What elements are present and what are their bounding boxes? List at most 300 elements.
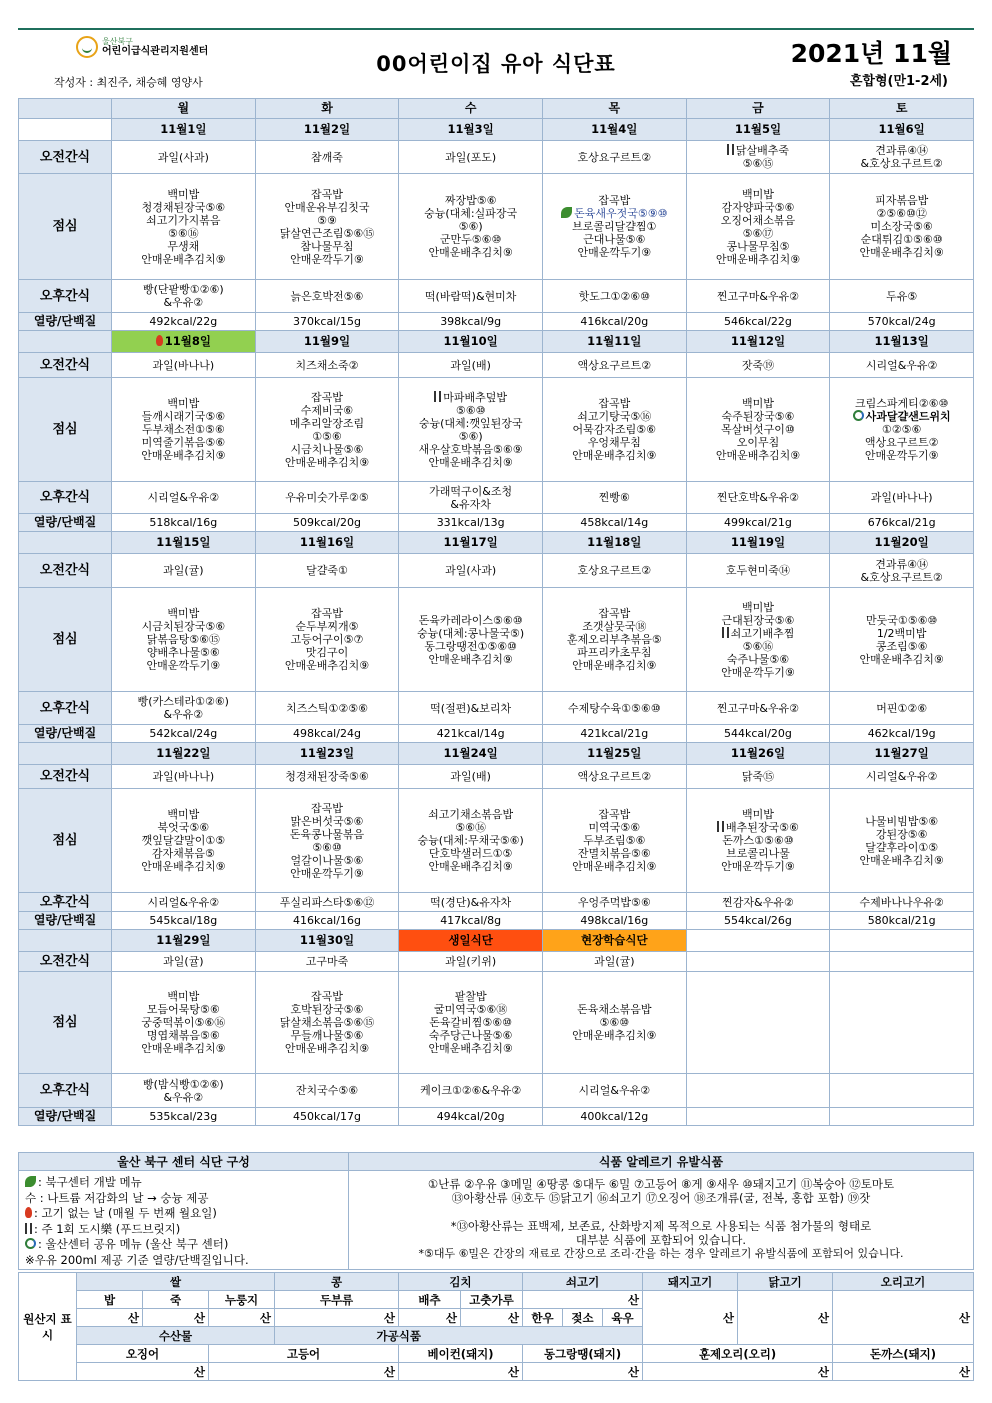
lunch-cell <box>112 378 256 482</box>
menu-item: 어묵감자조림⑤⑥ <box>572 423 657 436</box>
menu-item: 오이무침 <box>736 436 780 449</box>
menu-item: 찐단호박&우유② <box>716 491 800 504</box>
pm-cell <box>686 482 830 514</box>
date-cell <box>830 743 974 765</box>
origin-rice-value: 산 <box>77 1309 143 1327</box>
week-date-row <box>19 331 974 353</box>
date-cell <box>255 743 399 765</box>
lunch-cell <box>399 588 543 692</box>
day-tue: 화 <box>255 99 399 119</box>
origin-sub-chili: 고춧가루 <box>461 1291 523 1309</box>
menu-item: 돈육새우젓국⑤⑨⑩ <box>544 207 685 220</box>
am-cell <box>255 765 399 789</box>
menu-item: 참나물무침 <box>300 239 354 253</box>
menu-item: 쇠고기탕국⑤⑯ <box>577 410 652 423</box>
date-cell <box>830 119 974 141</box>
menu-item: 숭늉(대체:무채국⑤⑥) <box>417 834 524 847</box>
kcal-cell: 544kcal/20g <box>686 725 830 743</box>
row-kcal <box>19 514 974 532</box>
row-label-am: 오전간식 <box>19 353 112 378</box>
menu-item: 안매운깍두기⑨ <box>721 665 795 679</box>
menu-item: 고구마죽 <box>305 955 349 968</box>
lunch-cell <box>830 174 974 280</box>
pm-cell <box>830 692 974 725</box>
allergy-note-2: 대부분 식품에 포함되어 있습니다. <box>575 1233 747 1247</box>
menu-item: 과일(사과) <box>445 564 497 577</box>
menu-item: 잡곡밥 <box>598 194 631 207</box>
menu-item: 잡곡밥 <box>311 607 343 620</box>
menu-item: 미소장국⑤⑥ <box>870 220 933 233</box>
date-label: 11월18일 <box>587 535 642 549</box>
kcal-cell: 498kcal/16g <box>542 912 686 930</box>
origin-smoked-duck-value: 산 <box>643 1363 833 1381</box>
origin-item-bacon: 베이컨(돼지) <box>399 1345 523 1363</box>
am-cell <box>399 554 543 588</box>
origin-item-donkkaseu: 돈까스(돼지) <box>833 1345 974 1363</box>
menu-item: 과일(사과) <box>157 150 209 164</box>
date-label: 11월6일 <box>878 122 925 136</box>
header <box>18 32 974 96</box>
menu-item: 과일(바나나) <box>152 358 215 372</box>
menu-item: 새우살호박볶음⑤⑥⑨ <box>418 442 523 456</box>
lunch-cell <box>112 174 256 280</box>
date-label: 11월30일 <box>299 933 355 947</box>
date-label: 11월26일 <box>730 746 786 760</box>
lunch-cell <box>255 972 399 1074</box>
am-cell <box>112 353 256 378</box>
am-cell <box>112 554 256 588</box>
date-cell <box>542 119 686 141</box>
menu-item: 1/2백미밥 <box>876 626 927 640</box>
row-am <box>19 353 974 378</box>
menu-item: 조갯살뭇국⑱ <box>582 620 647 633</box>
menu-item: 돈육갈비찜⑤⑥⑩ <box>429 1016 512 1029</box>
pm-cell <box>399 893 543 912</box>
menu-item: 깻잎달걀말이①⑤ <box>141 834 226 847</box>
menu-item: 잡곡밥 <box>311 990 343 1003</box>
menu-item: 안매운깍두기⑨ <box>864 449 939 462</box>
menu-item: 마파배추덮밥 <box>400 391 541 404</box>
menu-item: 안매운배추김치⑨ <box>572 860 657 873</box>
pm-cell <box>542 692 686 725</box>
row-pm <box>19 692 974 725</box>
origin-group-pork: 돼지고기 <box>643 1273 738 1291</box>
menu-table <box>18 98 974 1126</box>
kcal-cell: 545kcal/18g <box>112 912 256 930</box>
menu-item: 호상요구르트② <box>577 150 652 164</box>
kcal-cell: 398kcal/9g <box>399 313 543 331</box>
menu-item: 잡곡밥 <box>311 187 343 201</box>
legend-box <box>18 1152 974 1270</box>
origin-sub-tofu: 두부류 <box>275 1291 399 1309</box>
fork-icon <box>434 391 441 402</box>
lunch-cell <box>255 174 399 280</box>
date-cell <box>542 331 686 353</box>
menu-item: 숙주나물⑤⑥ <box>726 652 790 666</box>
fork-icon <box>727 144 734 155</box>
row-pm <box>19 482 974 514</box>
menu-item: 메추리알장조림 <box>289 416 365 430</box>
date-cell <box>255 930 399 952</box>
lunch-cell <box>686 588 830 692</box>
origin-sub-yukwoo: 육우 <box>603 1309 643 1327</box>
date-label: 11월22일 <box>156 746 211 760</box>
row-pm <box>19 280 974 313</box>
menu-item: 쇠고기가지볶음 <box>146 213 221 227</box>
am-cell <box>399 765 543 789</box>
date-row-corner <box>19 743 112 765</box>
kcal-cell: 416kcal/16g <box>255 912 399 930</box>
menu-item: 안매운깍두기⑨ <box>721 860 795 873</box>
menu-item: 과일(배) <box>450 358 491 372</box>
menu-item: 안매운배추김치⑨ <box>284 455 370 469</box>
pm-cell <box>542 1074 686 1108</box>
lunch-cell <box>112 588 256 692</box>
menu-item: 호두현미죽⑭ <box>725 564 791 577</box>
menu-item: 찐빵⑥ <box>598 491 630 504</box>
lunch-cell <box>255 588 399 692</box>
row-label-lunch: 점심 <box>19 174 112 280</box>
am-cell <box>686 554 830 588</box>
kcal-cell <box>830 1108 974 1126</box>
date-label: 11월4일 <box>591 122 638 136</box>
menu-item: 시리얼&우유② <box>865 358 938 372</box>
am-cell <box>830 952 974 972</box>
menu-item: 만둣국①⑤⑥⑩ <box>865 613 938 627</box>
allergy-title: 식품 알레르기 유발식품 <box>349 1153 973 1171</box>
origin-cabbage-value: 산 <box>399 1309 461 1327</box>
date-row-corner <box>19 532 112 554</box>
menu-item: 가래떡구이&조청 <box>429 484 513 498</box>
menu-item: 얼갈이나물⑤⑥ <box>290 853 364 867</box>
date-label: 11월2일 <box>303 122 351 136</box>
kcal-cell: 509kcal/20g <box>255 514 399 532</box>
fork-icon <box>25 1223 32 1234</box>
date-label: 11월25일 <box>587 746 642 760</box>
row-lunch <box>19 789 974 893</box>
date-label: 11월9일 <box>303 334 351 348</box>
menu-item: 우유미숫가루②⑤ <box>285 491 369 504</box>
menu-item: &우유② <box>163 296 204 309</box>
am-cell <box>686 952 830 972</box>
kcal-cell: 492kcal/22g <box>112 313 256 331</box>
row-label-lunch: 점심 <box>19 588 112 692</box>
menu-item: 떡(바람떡)&현미차 <box>424 289 517 303</box>
origin-sub-hanwoo: 한우 <box>523 1309 563 1327</box>
date-cell <box>399 119 543 141</box>
menu-item: 백미밥 <box>742 187 774 201</box>
origin-squid-value: 산 <box>77 1363 209 1381</box>
origin-sub-porridge: 죽 <box>143 1291 209 1309</box>
lunch-cell <box>542 174 686 280</box>
menu-item: 푸실리파스타⑤⑥⑫ <box>279 895 375 909</box>
menu-item: 닭살배추죽 <box>688 144 829 157</box>
menu-item: ⑤⑨ <box>317 213 337 227</box>
am-cell <box>112 952 256 972</box>
origin-label: 원산지 표시 <box>19 1273 77 1381</box>
lunch-cell <box>399 789 543 893</box>
row-label-kcal: 열량/단백질 <box>19 514 112 532</box>
menu-item: &우유② <box>163 708 204 721</box>
menu-item: 미역줄기볶음⑤⑥ <box>141 436 226 449</box>
pm-cell <box>255 1074 399 1108</box>
menu-item: 닭죽⑮ <box>741 770 775 783</box>
menu-item: 과일(바나나) <box>152 770 215 783</box>
row-label-pm: 오후간식 <box>19 692 112 725</box>
menu-item: 오징어채소볶음 <box>720 213 796 227</box>
menu-item: 견과류④⑭ <box>875 144 929 157</box>
menu-item: 감자양파국⑤⑥ <box>721 200 795 214</box>
menu-item: 빵(단팥빵①②⑥) <box>142 283 224 296</box>
kcal-cell: 331kcal/13g <box>399 514 543 532</box>
am-cell <box>112 765 256 789</box>
origin-porridge-value: 산 <box>143 1309 209 1327</box>
am-cell <box>830 353 974 378</box>
am-cell <box>542 353 686 378</box>
row-label-pm: 오후간식 <box>19 482 112 514</box>
ulsan-logo-icon <box>25 1238 36 1249</box>
pm-cell <box>830 1074 974 1108</box>
date-cell <box>542 532 686 554</box>
pepper-icon <box>25 1207 32 1218</box>
menu-item: 늙은호박전⑤⑥ <box>290 289 364 303</box>
menu-item: 찐감자&우유② <box>722 895 794 909</box>
menu-item: 잡곡밥 <box>311 801 343 815</box>
pm-cell <box>399 482 543 514</box>
kcal-cell: 417kcal/8g <box>399 912 543 930</box>
kcal-cell <box>686 1108 830 1126</box>
date-cell <box>686 930 830 952</box>
am-cell <box>255 952 399 972</box>
row-am <box>19 952 974 972</box>
row-kcal <box>19 1108 974 1126</box>
menu-item: 안매운유부김칫국 <box>284 200 370 214</box>
page-title: 00어린이집 유아 식단표 <box>376 52 616 76</box>
legend-line-6: ※우유 200ml 제공 기준 열량/단백질입니다. <box>25 1252 249 1267</box>
menu-item: ⑤⑥⑮ <box>742 157 774 170</box>
ulsan-logo-icon <box>853 410 864 421</box>
date-label: 11월11일 <box>587 334 642 348</box>
date-cell <box>686 119 830 141</box>
am-cell <box>830 554 974 588</box>
menu-item: 안매운배추김치⑨ <box>141 252 226 266</box>
am-cell <box>399 952 543 972</box>
menu-item: 청경채된장국⑤⑥ <box>141 200 226 214</box>
legend-line-5: : 울산센터 공유 메뉴 (울산 북구 센터) <box>25 1237 342 1253</box>
menu-item: ⑤⑥⑰ <box>742 226 774 240</box>
origin-sub-rice: 밥 <box>77 1291 143 1309</box>
menu-item: 순두부찌개⑤ <box>295 620 359 633</box>
kcal-cell: 421kcal/21g <box>542 725 686 743</box>
date-cell <box>399 930 543 952</box>
lunch-cell <box>399 174 543 280</box>
lunch-cell <box>830 789 974 893</box>
row-pm <box>19 893 974 912</box>
fork-icon <box>717 821 724 832</box>
row-label-lunch: 점심 <box>19 378 112 482</box>
date-cell <box>686 743 830 765</box>
menu-item: ⑤⑥⑩ <box>599 1016 630 1029</box>
menu-item: 찐고구마&우유② <box>716 701 800 715</box>
origin-nurungji-value: 산 <box>209 1309 275 1327</box>
origin-chicken-value: 산 <box>738 1291 833 1345</box>
menu-item: 안매운배추김치⑨ <box>141 1042 226 1055</box>
date-cell <box>255 331 399 353</box>
date-cell <box>542 743 686 765</box>
origin-group-duck: 오리고기 <box>833 1273 974 1291</box>
menu-item: 안매운배추김치⑨ <box>572 449 657 462</box>
origin-item-smoked-duck: 훈제오리(오리) <box>643 1345 833 1363</box>
menu-item: 치즈채소죽② <box>295 358 359 372</box>
menu-item: 우엉채무침 <box>587 436 641 449</box>
origin-group-rice: 쌀 <box>77 1273 275 1291</box>
menu-item: 군만두⑤⑥⑩ <box>439 233 502 246</box>
date-label: 현장학습식단 <box>580 933 648 947</box>
menu-item: 과일(귤) <box>163 955 204 968</box>
menu-item: 백미밥 <box>742 397 774 410</box>
lunch-cell <box>830 588 974 692</box>
origin-bacon-value: 산 <box>399 1363 523 1381</box>
date-label: 11월5일 <box>734 122 782 136</box>
date-cell <box>686 331 830 353</box>
menu-item: 돈까스①⑤⑥⑩ <box>722 834 794 847</box>
menu-item: 잔치국수⑤⑥ <box>295 1084 359 1097</box>
row-lunch <box>19 378 974 482</box>
menu-item: 사과달걀샌드위치 <box>831 410 972 423</box>
row-label-kcal: 열량/단백질 <box>19 725 112 743</box>
pm-cell <box>112 482 256 514</box>
kcal-cell: 400kcal/12g <box>542 1108 686 1126</box>
date-label: 11월8일 <box>164 334 211 348</box>
lunch-cell <box>542 588 686 692</box>
menu-item: 명엽채볶음⑤⑥ <box>146 1029 220 1042</box>
menu-item: 북엇국⑤⑥ <box>157 821 210 834</box>
menu-item: 강된장⑤⑥ <box>875 827 928 841</box>
pm-cell <box>830 893 974 912</box>
menu-item: 근대된장국⑤⑥ <box>721 613 795 627</box>
menu-item: 액상요구르트② <box>577 358 652 372</box>
menu-item: 액상요구르트② <box>577 770 652 783</box>
menu-item: ⑤⑥⑯ <box>167 226 199 240</box>
kcal-cell: 458kcal/14g <box>542 514 686 532</box>
kcal-cell: 518kcal/16g <box>112 514 256 532</box>
menu-item: 청경채된장죽⑤⑥ <box>285 770 369 783</box>
row-pm <box>19 1074 974 1108</box>
composition-title: 울산 북구 센터 식단 구성 <box>19 1153 348 1171</box>
row-lunch <box>19 174 974 280</box>
menu-type: 혼합형(만1-2세) <box>849 74 948 89</box>
lunch-cell <box>686 174 830 280</box>
row-kcal <box>19 912 974 930</box>
lunch-cell <box>686 972 830 1074</box>
menu-item: 과일(귤) <box>594 955 635 968</box>
date-label: 11월12일 <box>730 334 786 348</box>
origin-group-seafood: 수산물 <box>77 1327 275 1345</box>
date-label: 11월10일 <box>443 334 498 348</box>
menu-item: 시리얼&우유② <box>578 1084 651 1097</box>
row-kcal <box>19 313 974 331</box>
menu-item: 안매운배추김치⑨ <box>572 1029 657 1042</box>
menu-item: ①⑤⑥ <box>312 429 342 443</box>
row-label-kcal: 열량/단백질 <box>19 313 112 331</box>
date-cell <box>112 119 256 141</box>
date-cell <box>830 331 974 353</box>
row-label-kcal: 열량/단백질 <box>19 912 112 930</box>
leaf-icon <box>561 207 572 218</box>
day-header-row <box>19 99 974 119</box>
lunch-cell <box>399 378 543 482</box>
menu-item: 찐고구마&우유② <box>716 289 800 303</box>
lunch-cell <box>830 378 974 482</box>
menu-item: 단호박샐러드①⑤ <box>428 847 513 860</box>
week-date-row <box>19 930 974 952</box>
am-cell <box>399 353 543 378</box>
pm-cell <box>112 692 256 725</box>
date-cell <box>686 532 830 554</box>
am-cell <box>255 353 399 378</box>
kcal-cell: 416kcal/20g <box>542 313 686 331</box>
menu-item: 목살버섯구이⑩ <box>721 423 795 436</box>
am-cell <box>542 554 686 588</box>
menu-item: 돈육채소볶음밥 <box>577 1003 652 1016</box>
menu-item: 궁중떡볶이⑤⑥⑯ <box>141 1016 226 1029</box>
menu-item: 파프리카초무침 <box>577 646 652 659</box>
origin-group-processed: 가공식품 <box>275 1327 523 1345</box>
kcal-cell: 450kcal/17g <box>255 1108 399 1126</box>
kcal-cell: 676kcal/21g <box>830 514 974 532</box>
menu-item: 두유⑤ <box>886 289 918 303</box>
menu-item: 우엉주먹밥⑤⑥ <box>577 895 651 909</box>
menu-item: 닭살연근조림⑤⑥⑮ <box>279 226 375 240</box>
pm-cell <box>112 893 256 912</box>
origin-donkkaseu-value: 산 <box>833 1363 974 1381</box>
menu-item: 수제비국⑥ <box>300 403 354 417</box>
menu-item: 팥찰밥 <box>454 990 487 1003</box>
menu-item: 과일(바나나) <box>870 491 933 504</box>
menu-item: 무들깨나물⑤⑥ <box>290 1029 364 1042</box>
menu-item: 맛김구이 <box>305 646 349 659</box>
am-cell <box>112 141 256 174</box>
menu-item: 안매운배추김치⑨ <box>141 449 226 462</box>
week-date-row <box>19 119 974 141</box>
kcal-cell: 421kcal/14g <box>399 725 543 743</box>
menu-composition <box>19 1153 349 1269</box>
menu-item: 안매운배추김치⑨ <box>284 1042 370 1055</box>
date-label: 11월27일 <box>874 746 929 760</box>
allergy-note-3: *⑤대두 ⑥밀은 간장의 재료로 간장으로 조리·간을 하는 경우 알레르기 유발식품에 포함되어 있습니다. <box>418 1247 904 1260</box>
menu-item: &호상요구르트② <box>860 157 943 170</box>
date-label: 11월20일 <box>874 535 929 549</box>
am-cell <box>686 765 830 789</box>
day-sat: 토 <box>830 99 974 119</box>
menu-item: 안매운배추김치⑨ <box>859 652 944 666</box>
row-lunch <box>19 972 974 1074</box>
menu-item: 떡(절편)&보리차 <box>430 701 512 715</box>
menu-item: 크림스파게티②⑥⑩ <box>854 397 949 410</box>
year-month: 2021년 11월 <box>790 39 952 68</box>
origin-sub-nurungji: 누룽지 <box>209 1291 275 1309</box>
lunch-cell <box>255 378 399 482</box>
pepper-icon <box>156 335 163 346</box>
day-fri: 금 <box>686 99 830 119</box>
menu-item: 고등어구이⑤⑦ <box>290 633 364 646</box>
menu-item: 돈육콩나물볶음 <box>289 827 365 841</box>
menu-item: 백미밥 <box>167 187 200 201</box>
pm-cell <box>112 280 256 313</box>
menu-item: 미역국⑤⑥ <box>588 821 641 834</box>
origin-donggeurangttaeng-value: 산 <box>523 1363 643 1381</box>
menu-item: 케이크①②⑥&우유② <box>420 1084 522 1097</box>
